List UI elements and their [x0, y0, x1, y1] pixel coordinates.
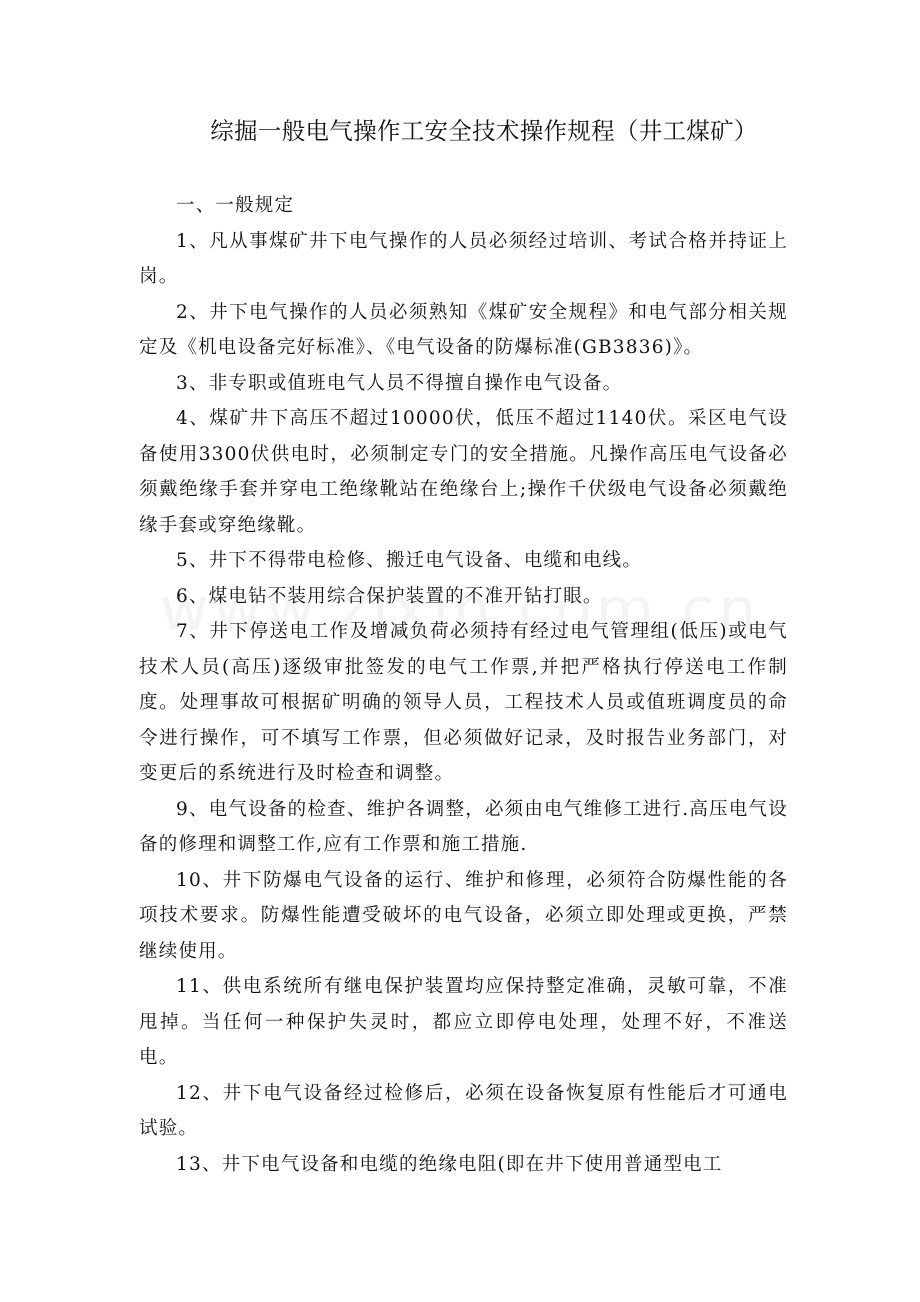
paragraph: 13、井下电气设备和电缆的绝缘电阻(即在井下使用普通型电工	[176, 1153, 723, 1175]
paragraph: 6、煤电钻不装用综合保护装置的不准开钻打眼。	[176, 585, 603, 607]
paragraph: 4、煤矿井下高压不超过10000伏，低压不超过1140伏。采区电气设备使用3300伏供电时，必须制定专门的安全措施。凡操作高压电气设备必须戴绝缘手套并穿电工绝缘靴站在绝缘台上;操作千伏级电气设备必须戴绝缘手套或穿绝缘靴。	[139, 408, 788, 536]
paragraph: 9、电气设备的检查、维护各调整，必须由电气维修工进行.高压电气设备的修理和调整工作,应有工作票和施工措施.	[139, 798, 788, 855]
paragraph: 11、供电系统所有继电保护装置均应保持整定准确，灵敏可靠，不准甩掉。当任何一种保护失灵时，都应立即停电处理，处理不好，不准送电。	[139, 976, 788, 1068]
paragraph: 10、井下防爆电气设备的运行、维护和修理，必须符合防爆性能的各项技术要求。防爆性能遭受破坏的电气设备，必须立即处理或更换，严禁继续使用。	[139, 869, 788, 962]
document-body	[139, 188, 788, 1182]
paragraph: 7、井下停送电工作及增减负荷必须持有经过电气管理组(低压)或电气技术人员(高压)逐级审批签发的电气工作票,并把严格执行停送电工作制度。处理事故可根据矿明确的领导人员，工程技术人员或值班调度员的命令进行操作，可不填写工作票，但必须做好记录，及时报告业务部门，对变更后的系统进行及时检查和调整。	[139, 621, 788, 784]
paragraph: 12、井下电气设备经过检修后，必须在设备恢复原有性能后才可通电试验。	[139, 1082, 788, 1139]
document-title: 综掘一般电气操作工安全技术操作规程（井工煤矿）	[210, 117, 758, 145]
section-heading: 一、一般规定	[176, 195, 295, 216]
paragraph: 3、非专职或值班电气人员不得擅自操作电气设备。	[176, 372, 623, 394]
paragraph: 5、井下不得带电检修、搬迁电气设备、电缆和电线。	[176, 550, 643, 571]
paragraph: 2、井下电气操作的人员必须熟知《煤矿安全规程》和电气部分相关规定及《机电设备完好标准》、《电气设备的防爆标准(GB3836)》。	[139, 301, 788, 358]
paragraph: 1、凡从事煤矿井下电气操作的人员必须经过培训、考试合格并持证上岗。	[139, 230, 788, 287]
